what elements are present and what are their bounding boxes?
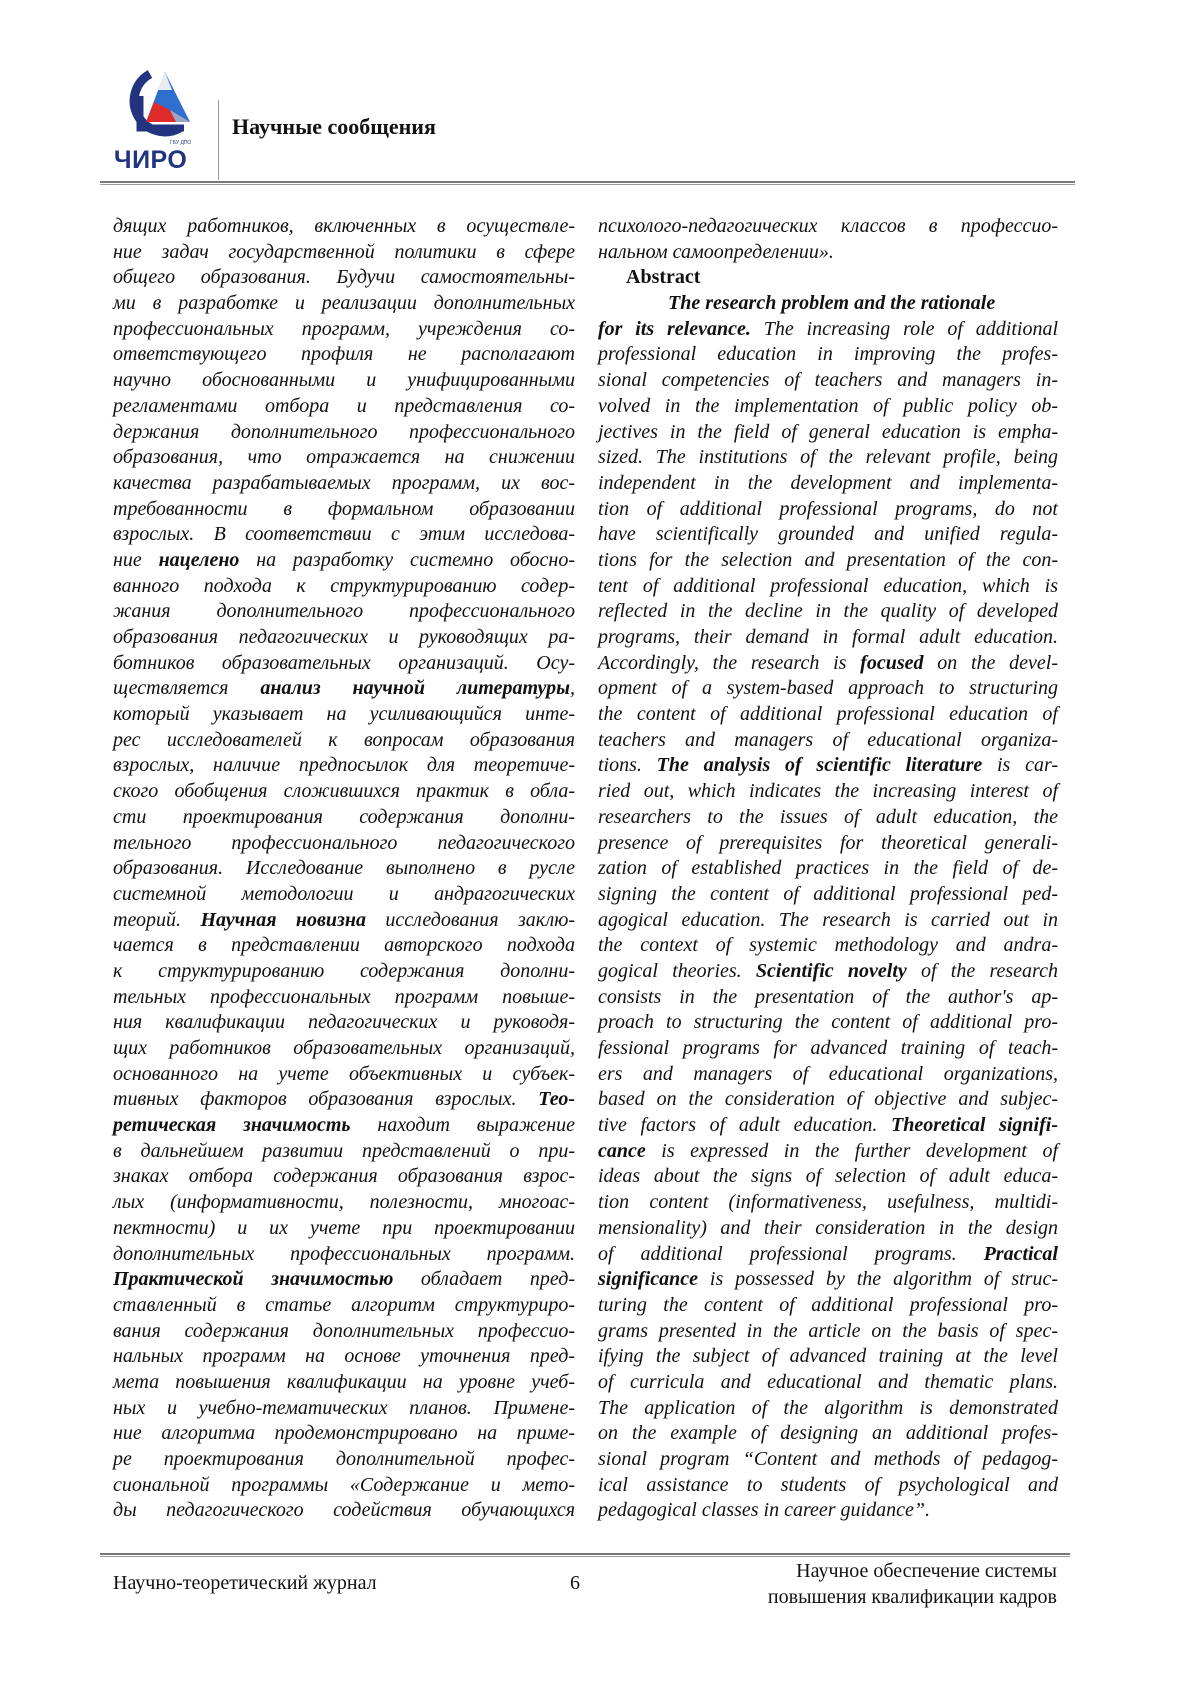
- text-line: [598, 959, 1058, 985]
- text-line: [598, 882, 1058, 908]
- text-segment: of additional professional programs.: [598, 1243, 984, 1265]
- text-segment: обладает пред-: [393, 1268, 575, 1290]
- text-segment: ми в разработке и реализации дополнительных: [113, 292, 575, 314]
- text-segment: is possessed by the algorithm of struc-: [698, 1268, 1058, 1290]
- text-segment: jectives in the field of general education is empha-: [598, 421, 1058, 443]
- text-segment: ды педагогического содействия обучающихся: [113, 1499, 575, 1521]
- text-line: [113, 265, 575, 291]
- text-line: [598, 908, 1058, 934]
- text-line: [113, 882, 575, 908]
- text-segment: вания содержания дополнительных профессио-: [113, 1320, 575, 1342]
- text-line: [598, 1319, 1058, 1345]
- text-segment: turing the content of additional professional pro-: [598, 1294, 1058, 1316]
- text-segment: ried out, which indicates the increasing interest of: [598, 780, 1058, 802]
- text-line: [113, 908, 575, 934]
- text-segment: системной методологии и андрагогических: [113, 883, 575, 905]
- text-segment: The increasing role of additional: [751, 318, 1058, 340]
- emphasis-text: Практической значимостью: [113, 1268, 393, 1290]
- text-line: [598, 676, 1058, 702]
- text-segment: взрослых, наличие предпосылок для теоретиче-: [113, 754, 575, 776]
- text-segment: tent of additional professional education, which is: [598, 575, 1058, 597]
- text-segment: сти проектирования содержания дополни-: [113, 806, 575, 828]
- text-line: [598, 445, 1058, 471]
- emphasis-text: Тео-: [538, 1088, 575, 1110]
- text-line: [113, 574, 575, 600]
- text-segment: ответствующего профиля не располагают: [113, 343, 575, 365]
- text-segment: ние алгоритма продемонстрировано на приме-: [113, 1422, 575, 1444]
- text-segment: tion of additional professional programs, do not: [598, 498, 1058, 520]
- text-line: [598, 574, 1058, 600]
- text-segment: взрослых. В соответствии с этим исследова-: [113, 523, 575, 545]
- text-line: [598, 1396, 1058, 1422]
- text-line: [598, 805, 1058, 831]
- text-segment: образования педагогических и руководящих ра-: [113, 626, 575, 648]
- text-segment: ние: [113, 549, 159, 571]
- text-segment: который указывает на усиливающийся инте-: [113, 703, 575, 725]
- text-line: [598, 1242, 1058, 1268]
- text-segment: opment of a system-based approach to structuring: [598, 677, 1058, 699]
- text-segment: в дальнейшем развитии представлений о при-: [113, 1140, 575, 1162]
- text-line: [113, 214, 575, 240]
- emphasis-text: The analysis of scientific literature: [657, 754, 983, 776]
- text-line: [598, 1087, 1058, 1113]
- text-segment: пектности) и их учете при проектировании: [113, 1217, 575, 1239]
- text-segment: Accordingly, the research is: [598, 652, 860, 674]
- text-segment: tions for the selection and presentation of the con-: [598, 549, 1058, 571]
- text-line: [598, 1010, 1058, 1036]
- text-segment: sional program “Content and methods of pedagog-: [598, 1448, 1058, 1470]
- text-line: [113, 1216, 575, 1242]
- text-segment: is expressed in the further development of: [646, 1140, 1058, 1162]
- text-line: [598, 1113, 1058, 1139]
- text-segment: дящих работников, включенных в осуществле-: [113, 215, 575, 237]
- text-line: [598, 625, 1058, 651]
- text-line: [113, 676, 575, 702]
- text-segment: the content of additional professional education of: [598, 703, 1058, 725]
- footer-rule: [100, 1553, 1070, 1557]
- text-segment: tions.: [598, 754, 657, 776]
- text-segment: The application of the algorithm is demonstrated: [598, 1397, 1058, 1419]
- emphasis-text: for its relevance.: [598, 318, 751, 340]
- text-segment: mensionality) and their consideration in the design: [598, 1217, 1058, 1239]
- text-line: [113, 599, 575, 625]
- text-segment: ботников образовательных организаций. Осу-: [113, 652, 575, 674]
- text-line: [113, 420, 575, 446]
- text-line: [598, 753, 1058, 779]
- text-line: [598, 1447, 1058, 1473]
- text-line: [113, 1370, 575, 1396]
- text-line: [598, 1293, 1058, 1319]
- footer-title-line1: Научное обеспечение системы: [768, 1558, 1057, 1584]
- text-line: [598, 240, 1058, 266]
- text-segment: ical assistance to students of psychological and: [598, 1474, 1058, 1496]
- text-segment: ния квалификации педагогических и руководя-: [113, 1011, 575, 1033]
- text-line: [113, 959, 575, 985]
- text-line: [598, 599, 1058, 625]
- text-segment: знаках отбора содержания образования взрос-: [113, 1165, 575, 1187]
- text-segment: sized. The institutions of the relevant profile, being: [598, 446, 1058, 468]
- text-segment: researchers to the issues of adult education, the: [598, 806, 1058, 828]
- left-column-text: [113, 214, 575, 1524]
- text-line: [113, 985, 575, 1011]
- text-segment: находит выражение: [351, 1114, 575, 1136]
- text-segment: based on the consideration of objective and subjec-: [598, 1088, 1058, 1110]
- text-segment: тельного профессионального педагогического: [113, 832, 575, 854]
- emphasis-text: нацелено: [159, 549, 240, 571]
- text-line: [598, 368, 1058, 394]
- text-line: [598, 1267, 1058, 1293]
- text-segment: профессиональных программ, учреждения со-: [113, 318, 575, 340]
- text-line: [598, 779, 1058, 805]
- text-segment: ,: [570, 677, 575, 699]
- text-segment: психолого-педагогических классов в профессио-: [598, 215, 1058, 237]
- emphasis-text: Scientific novelty: [756, 960, 907, 982]
- text-segment: качества разрабатываемых программ, их вос-: [113, 472, 575, 494]
- text-segment: ставленный в статье алгоритм структуриро-: [113, 1294, 575, 1316]
- header-rule: [100, 181, 1075, 185]
- text-segment: volved in the implementation of public policy ob-: [598, 395, 1058, 417]
- text-line: [598, 702, 1058, 728]
- text-segment: consists in the presentation of the author's ap-: [598, 986, 1058, 1008]
- text-segment: нальных программ на основе уточнения пред-: [113, 1345, 575, 1367]
- text-line: [113, 933, 575, 959]
- text-line: [113, 1498, 575, 1524]
- text-line: [113, 702, 575, 728]
- text-line: [598, 1344, 1058, 1370]
- text-segment: reflected in the decline in the quality of developed: [598, 600, 1058, 622]
- text-line: [113, 753, 575, 779]
- text-line: [598, 420, 1058, 446]
- emphasis-text: Practical: [984, 1243, 1058, 1265]
- text-segment: ние задач государственной политики в сфере: [113, 241, 575, 263]
- text-segment: fessional programs for advanced training of teach-: [598, 1037, 1058, 1059]
- text-segment: ществляется: [113, 677, 260, 699]
- text-segment: Abstract: [626, 266, 700, 288]
- text-line: [113, 1010, 575, 1036]
- right-column-abstract: [598, 214, 1058, 1524]
- text-line: [113, 1113, 575, 1139]
- text-line: [598, 342, 1058, 368]
- text-line: [113, 1267, 575, 1293]
- footer-journal: Научно-теоретический журнал: [113, 1572, 377, 1595]
- text-segment: presence of prerequisites for theoretical generali-: [598, 832, 1058, 854]
- text-line: [598, 1190, 1058, 1216]
- text-line: [113, 1473, 575, 1499]
- text-segment: сиональной программы «Содержание и мето-: [113, 1474, 575, 1496]
- text-line: [113, 728, 575, 754]
- text-segment: образования. Исследование выполнено в русле: [113, 857, 575, 879]
- text-segment: on the devel-: [923, 652, 1058, 674]
- text-segment: дополнительных профессиональных программ.: [113, 1243, 575, 1265]
- text-line: [113, 805, 575, 831]
- emphasis-text: cance: [598, 1140, 646, 1162]
- text-segment: ers and managers of educational organizations,: [598, 1063, 1058, 1085]
- text-segment: agogical education. The research is carried out in: [598, 909, 1058, 931]
- text-segment: tive factors of adult education.: [598, 1114, 891, 1136]
- text-line: [113, 394, 575, 420]
- text-line: [113, 651, 575, 677]
- text-segment: общего образования. Будучи самостоятельны-: [113, 266, 575, 288]
- text-segment: тельных профессиональных программ повыше-: [113, 986, 575, 1008]
- text-line: [598, 265, 1058, 291]
- text-segment: к структурированию содержания дополни-: [113, 960, 575, 982]
- text-line: [113, 625, 575, 651]
- text-segment: ре проектирования дополнительной профес-: [113, 1448, 575, 1470]
- text-segment: of curricula and educational and thematic plans.: [598, 1371, 1058, 1393]
- text-line: [113, 291, 575, 317]
- text-line: [113, 471, 575, 497]
- text-segment: signing the content of additional professional ped-: [598, 883, 1058, 905]
- text-segment: on the example of designing an additional profes-: [598, 1422, 1058, 1444]
- footer-title: [768, 1558, 1057, 1610]
- text-line: [113, 856, 575, 882]
- text-line: [113, 1190, 575, 1216]
- text-segment: programs, their demand in formal adult education.: [598, 626, 1058, 648]
- text-segment: zation of established practices in the field of de-: [598, 857, 1058, 879]
- page-number: 6: [570, 1572, 580, 1595]
- text-segment: нальном самоопределении».: [598, 241, 834, 263]
- text-line: [113, 1421, 575, 1447]
- text-segment: sional competencies of teachers and managers in-: [598, 369, 1058, 391]
- text-line: [598, 1473, 1058, 1499]
- text-line: [598, 317, 1058, 343]
- text-line: [113, 1036, 575, 1062]
- text-segment: ского обобщения сложившихся практик в обла-: [113, 780, 575, 802]
- text-line: [113, 1087, 575, 1113]
- text-segment: щих работников образовательных организаций,: [113, 1037, 575, 1059]
- text-line: [598, 1216, 1058, 1242]
- text-line: [598, 1421, 1058, 1447]
- text-segment: тивных факторов образования взрослых.: [113, 1088, 538, 1110]
- text-line: [113, 1344, 575, 1370]
- text-segment: ных и учебно-тематических планов. Примене-: [113, 1397, 575, 1419]
- emphasis-text: focused: [860, 652, 923, 674]
- text-line: [113, 317, 575, 343]
- text-segment: научно обоснованными и унифицированными: [113, 369, 575, 391]
- text-line: [113, 522, 575, 548]
- text-line: [598, 471, 1058, 497]
- text-line: [113, 1139, 575, 1165]
- text-line: [598, 728, 1058, 754]
- header-separator: [218, 100, 219, 180]
- text-segment: ifying the subject of advanced training at the level: [598, 1345, 1058, 1367]
- logo-text: ЧИРО: [114, 146, 187, 175]
- text-segment: регламентами отбора и представления со-: [113, 395, 575, 417]
- section-title: Научные сообщения: [232, 114, 436, 140]
- text-segment: жания дополнительного профессионального: [113, 600, 575, 622]
- text-segment: tion content (informativeness, usefulness, multidi-: [598, 1191, 1058, 1213]
- text-line: [598, 1062, 1058, 1088]
- text-line: [113, 240, 575, 266]
- text-line: [598, 1139, 1058, 1165]
- text-line: [113, 779, 575, 805]
- text-line: [598, 1164, 1058, 1190]
- text-line: [598, 1036, 1058, 1062]
- text-line: [598, 497, 1058, 523]
- text-line: [113, 1293, 575, 1319]
- text-segment: на разработку системно обосно-: [239, 549, 575, 571]
- text-line: [598, 651, 1058, 677]
- text-line: [113, 1062, 575, 1088]
- text-line: [113, 1242, 575, 1268]
- text-segment: grams presented in the article on the basis of spec-: [598, 1320, 1058, 1342]
- text-line: [598, 548, 1058, 574]
- text-segment: proach to structuring the content of additional pro-: [598, 1011, 1058, 1033]
- text-segment: чается в представлении авторского подхода: [113, 934, 575, 956]
- text-segment: professional education in improving the profes-: [598, 343, 1058, 365]
- text-segment: рес исследователей к вопросам образования: [113, 729, 575, 751]
- text-line: [113, 368, 575, 394]
- text-line: [598, 1370, 1058, 1396]
- emphasis-text: ретическая значимость: [113, 1114, 351, 1136]
- footer-title-line2: повышения квалификации кадров: [768, 1584, 1057, 1610]
- text-segment: образования, что отражается на снижении: [113, 446, 575, 468]
- text-line: [113, 445, 575, 471]
- text-line: [598, 394, 1058, 420]
- text-segment: основанного на учете объективных и субъек-: [113, 1063, 575, 1085]
- emphasis-text: Theoretical signifi-: [891, 1114, 1058, 1136]
- text-segment: требованности в формальном образовании: [113, 498, 575, 520]
- text-segment: have scientifically grounded and unified regula-: [598, 523, 1058, 545]
- text-segment: исследования заклю-: [366, 909, 575, 931]
- text-segment: independent in the development and implementa-: [598, 472, 1058, 494]
- text-segment: мета повышения квалификации на уровне учеб-: [113, 1371, 575, 1393]
- text-line: [113, 1447, 575, 1473]
- text-line: [113, 1164, 575, 1190]
- text-segment: лых (информативности, полезности, многоас-: [113, 1191, 575, 1213]
- text-segment: of the research: [907, 960, 1058, 982]
- text-segment: ideas about the signs of selection of adult educa-: [598, 1165, 1058, 1187]
- text-line: [113, 1319, 575, 1345]
- text-line: [598, 214, 1058, 240]
- text-line: [113, 497, 575, 523]
- text-line: [598, 856, 1058, 882]
- text-line: [113, 342, 575, 368]
- text-segment: держания дополнительного профессионального: [113, 421, 575, 443]
- text-line: [598, 522, 1058, 548]
- emphasis-text: The research problem and the rationale: [668, 292, 995, 314]
- text-line: [598, 1498, 1058, 1524]
- text-segment: gogical theories.: [598, 960, 756, 982]
- text-segment: the context of systemic methodology and andra-: [598, 934, 1058, 956]
- text-line: [113, 831, 575, 857]
- logo-subtext: ГБУ ДПО: [170, 140, 191, 146]
- emphasis-text: significance: [598, 1268, 698, 1290]
- text-line: [598, 933, 1058, 959]
- text-segment: teachers and managers of educational organiza-: [598, 729, 1058, 751]
- text-line: [598, 985, 1058, 1011]
- emphasis-text: Научная новизна: [200, 909, 366, 931]
- emphasis-text: анализ научной литературы: [260, 677, 570, 699]
- text-line: [598, 291, 1058, 317]
- text-line: [113, 548, 575, 574]
- text-segment: теорий.: [113, 909, 200, 931]
- text-segment: is car-: [982, 754, 1058, 776]
- text-segment: ванного подхода к структурированию содер-: [113, 575, 575, 597]
- text-line: [598, 831, 1058, 857]
- text-segment: pedagogical classes in career guidance”.: [598, 1499, 930, 1521]
- text-line: [113, 1396, 575, 1422]
